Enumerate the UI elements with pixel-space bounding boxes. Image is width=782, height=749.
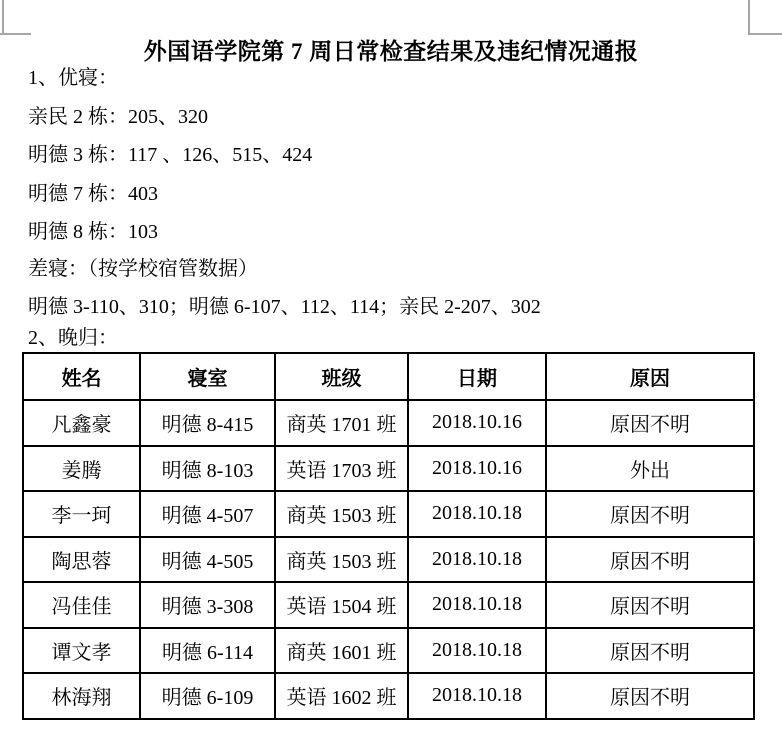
cell-class: 商英 1601 班 — [275, 628, 408, 674]
dorm-line-mingde7: 明德 7 栋：403 — [28, 183, 158, 205]
table-row — [23, 537, 754, 583]
dorm-line-mingde3: 明德 3 栋：117 、126、515、424 — [28, 144, 313, 166]
header-cell-date: 日期 — [408, 353, 546, 400]
cell-class: 商英 1503 班 — [275, 537, 408, 583]
cell-class: 英语 1703 班 — [275, 446, 408, 492]
cell-name: 林海翔 — [23, 673, 140, 719]
cell-date: 2018.10.18 — [408, 673, 546, 719]
section-heading-excellent-dorms: 1、优寝： — [28, 67, 118, 89]
cell-date: 2018.10.18 — [408, 537, 546, 583]
cell-reason: 原因不明 — [546, 582, 754, 628]
cell-reason: 外出 — [546, 446, 754, 492]
cell-name: 冯佳佳 — [23, 582, 140, 628]
cell-dorm: 明德 4-505 — [140, 537, 275, 583]
header-cell-reason: 原因 — [546, 353, 754, 400]
cell-date: 2018.10.18 — [408, 582, 546, 628]
cell-dorm: 明德 6-114 — [140, 628, 275, 674]
cell-dorm: 明德 3-308 — [140, 582, 275, 628]
cell-date: 2018.10.16 — [408, 400, 546, 446]
cell-reason: 原因不明 — [546, 400, 754, 446]
cell-dorm: 明德 8-415 — [140, 400, 275, 446]
section-heading-late-return: 2、晚归： — [28, 327, 118, 349]
cell-reason: 原因不明 — [546, 628, 754, 674]
cell-dorm: 明德 4-507 — [140, 491, 275, 537]
bad-dorms-list: 明德 3-110、310；明德 6-107、112、114；亲民 2-207、302 — [28, 296, 541, 318]
cell-date: 2018.10.18 — [408, 628, 546, 674]
table-row — [23, 446, 754, 492]
cell-dorm: 明德 6-109 — [140, 673, 275, 719]
crop-mark-vertical — [748, 0, 750, 33]
cell-name: 李一珂 — [23, 491, 140, 537]
header-cell-class: 班级 — [275, 353, 408, 400]
table-row — [23, 628, 754, 674]
header-cell-dorm: 寝室 — [140, 353, 275, 400]
late-return-table — [22, 352, 755, 720]
cell-name: 陶思蓉 — [23, 537, 140, 583]
cell-class: 英语 1504 班 — [275, 582, 408, 628]
cell-name: 谭文孝 — [23, 628, 140, 674]
cell-class: 商英 1701 班 — [275, 400, 408, 446]
bad-dorms-heading: 差寝：（按学校宿管数据） — [28, 258, 258, 280]
cell-reason: 原因不明 — [546, 537, 754, 583]
table-row — [23, 673, 754, 719]
dorm-line-mingde8: 明德 8 栋：103 — [28, 221, 158, 243]
table-row — [23, 400, 754, 446]
cell-date: 2018.10.18 — [408, 491, 546, 537]
table-row — [23, 582, 754, 628]
cell-class: 商英 1503 班 — [275, 491, 408, 537]
cell-dorm: 明德 8-103 — [140, 446, 275, 492]
cell-name: 凡鑫豪 — [23, 400, 140, 446]
cell-reason: 原因不明 — [546, 673, 754, 719]
header-cell-name: 姓名 — [23, 353, 140, 400]
table-row — [23, 491, 754, 537]
page-title: 外国语学院第 7 周日常检查结果及违纪情况通报 — [143, 39, 639, 64]
cell-class: 英语 1602 班 — [275, 673, 408, 719]
table-header-row — [23, 353, 754, 400]
dorm-line-qinmin2: 亲民 2 栋：205、320 — [28, 106, 208, 128]
cell-reason: 原因不明 — [546, 491, 754, 537]
cell-date: 2018.10.16 — [408, 446, 546, 492]
crop-mark-vertical — [2, 0, 4, 33]
cell-name: 姜腾 — [23, 446, 140, 492]
